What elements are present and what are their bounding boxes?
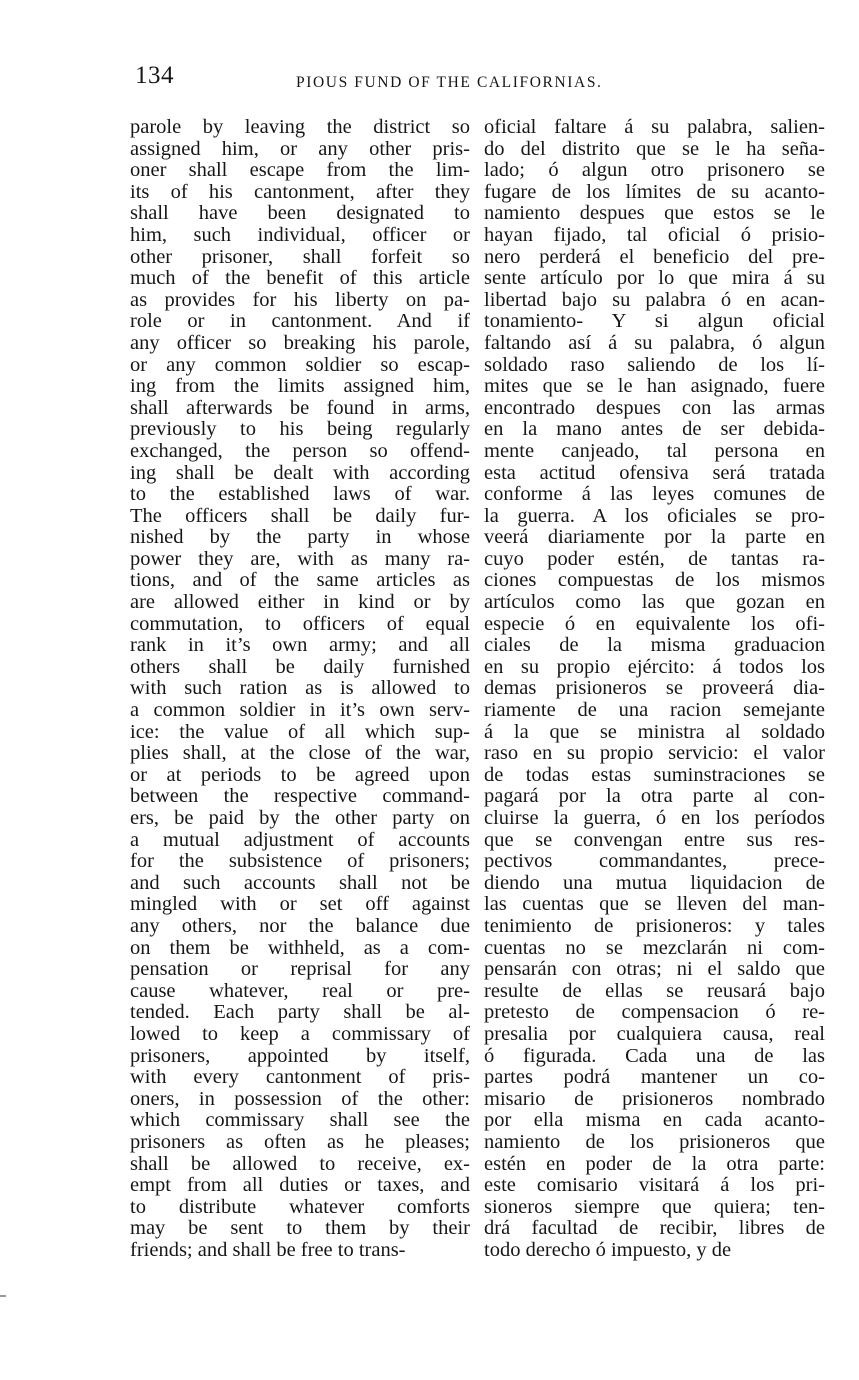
text-line: oners, in possession of the other: [130, 1088, 470, 1110]
text-line: este comisario visitará á los pri- [484, 1175, 825, 1197]
text-line: ing shall be dealt with according [130, 462, 470, 484]
page-header [0, 62, 859, 102]
text-line: drá facultad de recibir, libres de [484, 1218, 825, 1240]
page-number: 134 [135, 62, 174, 89]
text-line: shall be allowed to receive, ex- [130, 1153, 470, 1175]
text-line: him, such individual, officer or [130, 224, 470, 246]
text-line: to the established laws of war. [130, 484, 470, 506]
text-line: oner shall escape from the lim- [130, 160, 470, 182]
text-line: commutation, to officers of equal [130, 613, 470, 635]
text-line: pensarán con otras; ni el saldo que [484, 959, 825, 981]
text-line: nished by the party in whose [130, 527, 470, 549]
text-line: The officers shall be daily fur- [130, 505, 470, 527]
text-line: on them be withheld, as a com- [130, 937, 470, 959]
text-line: artículos como las que gozan en [484, 592, 825, 614]
text-line: estén en poder de la otra parte: [484, 1153, 825, 1175]
text-line: rank in it’s own army; and all [130, 635, 470, 657]
text-line: fugare de los límites de su acanto- [484, 181, 825, 203]
text-line: are allowed either in kind or by [130, 592, 470, 614]
text-line: with such ration as is allowed to [130, 678, 470, 700]
text-line: tended. Each party shall be al- [130, 1002, 470, 1024]
text-line: sioneros siempre que quiera; ten- [484, 1196, 825, 1218]
text-line: libertad bajo su palabra ó en acan- [484, 289, 825, 311]
text-line: which commissary shall see the [130, 1110, 470, 1132]
page-edge-mark [0, 1295, 6, 1297]
text-line: especie ó en equivalente los ofi- [484, 613, 825, 635]
text-line: la guerra. A los oficiales se pro- [484, 505, 825, 527]
spanish-column [484, 117, 825, 1261]
text-line: nero perderá el beneficio del pre- [484, 246, 825, 268]
text-line: demas prisioneros se proveerá dia- [484, 678, 825, 700]
text-line: empt from all duties or taxes, and [130, 1175, 470, 1197]
text-line: shall have been designated to [130, 203, 470, 225]
text-line: hayan fijado, tal oficial ó prisio- [484, 224, 825, 246]
text-line: ice: the value of all which sup- [130, 721, 470, 743]
text-line: or at periods to be agreed upon [130, 764, 470, 786]
text-line: assigned him, or any other pris- [130, 138, 470, 160]
text-line: pectivos commandantes, prece- [484, 851, 825, 873]
text-line: role or in cantonment. And if [130, 311, 470, 333]
text-line: power they are, with as many ra- [130, 548, 470, 570]
text-line: exchanged, the person so offend- [130, 440, 470, 462]
text-line: cuyo poder estén, de tantas ra- [484, 548, 825, 570]
text-line: as provides for his liberty on pa- [130, 289, 470, 311]
text-line: conforme á las leyes comunes de [484, 484, 825, 506]
text-line: las cuentas que se lleven del man- [484, 894, 825, 916]
text-line: for the subsistence of prisoners; [130, 851, 470, 873]
text-line: en su propio ejército: á todos los [484, 656, 825, 678]
text-line: with every cantonment of pris- [130, 1067, 470, 1089]
text-line: mingled with or set off against [130, 894, 470, 916]
text-line: to distribute whatever comforts [130, 1196, 470, 1218]
text-line: prisoners as often as he pleases; [130, 1131, 470, 1153]
text-line: lowed to keep a commissary of [130, 1023, 470, 1045]
text-line: en la mano antes de ser debida- [484, 419, 825, 441]
text-line: may be sent to them by their [130, 1218, 470, 1240]
text-line: plies shall, at the close of the war, [130, 743, 470, 765]
text-line: do del distrito que se le ha seña- [484, 138, 825, 160]
text-line: tions, and of the same articles as [130, 570, 470, 592]
text-line: others shall be daily furnished [130, 656, 470, 678]
text-line: que se convengan entre sus res- [484, 829, 825, 851]
text-line: de todas estas suminstraciones se [484, 764, 825, 786]
text-line: previously to his being regularly [130, 419, 470, 441]
text-line: sente artículo por lo que mira á su [484, 268, 825, 290]
text-line: ing from the limits assigned him, [130, 376, 470, 398]
text-line: parole by leaving the district so [130, 117, 470, 138]
text-line: resulte de ellas se reusará bajo [484, 980, 825, 1002]
text-line: ciales de la misma graduacion [484, 635, 825, 657]
text-line: its of his cantonment, after they [130, 181, 470, 203]
text-line: cause whatever, real or pre- [130, 980, 470, 1002]
text-line: shall afterwards be found in arms, [130, 397, 470, 419]
text-line: misario de prisioneros nombrado [484, 1088, 825, 1110]
text-line: veerá diariamente por la parte en [484, 527, 825, 549]
text-line: pretesto de compensacion ó re- [484, 1002, 825, 1024]
text-line: á la que se ministra al soldado [484, 721, 825, 743]
text-line: tenimiento de prisioneros: y tales [484, 915, 825, 937]
text-line: prisoners, appointed by itself, [130, 1045, 470, 1067]
text-line: tonamiento- Y si algun oficial [484, 311, 825, 333]
text-line: cluirse la guerra, ó en los períodos [484, 808, 825, 829]
text-line: raso en su propio servicio: el valor [484, 743, 825, 765]
text-line: ó figurada. Cada una de las [484, 1045, 825, 1067]
text-line: other prisoner, shall forfeit so [130, 246, 470, 268]
text-line: encontrado despues con las armas [484, 397, 825, 419]
text-line: any others, nor the balance due [130, 915, 470, 937]
text-line: oficial faltare á su palabra, salien- [484, 117, 825, 138]
text-line: between the respective command- [130, 786, 470, 808]
text-line: diendo una mutua liquidacion de [484, 872, 825, 894]
text-line: mente canjeado, tal persona en [484, 440, 825, 462]
running-head: PIOUS FUND OF THE CALIFORNIAS. [296, 74, 603, 91]
text-line: esta actitud ofensiva será tratada [484, 462, 825, 484]
text-line: much of the benefit of this article [130, 268, 470, 290]
text-line: por ella misma en cada acanto- [484, 1110, 825, 1132]
text-line: namiento de los prisioneros que [484, 1131, 825, 1153]
text-line: riamente de una racion semejante [484, 700, 825, 722]
text-line: pensation or reprisal for any [130, 959, 470, 981]
text-line: mites que se le han asignado, fuere [484, 376, 825, 398]
text-line: ers, be paid by the other party on [130, 808, 470, 829]
text-line: lado; ó algun otro prisonero se [484, 160, 825, 182]
text-line: partes podrá mantener un co- [484, 1067, 825, 1089]
text-line: pagará por la otra parte al con- [484, 786, 825, 808]
text-line: todo derecho ó impuesto, y de [484, 1239, 732, 1261]
text-line: and such accounts shall not be [130, 872, 470, 894]
text-line: a mutual adjustment of accounts [130, 829, 470, 851]
text-line: a common soldier in it’s own serv- [130, 700, 470, 722]
text-line: namiento despues que estos se le [484, 203, 825, 225]
text-line: soldado raso saliendo de los lí- [484, 354, 825, 376]
text-line: or any common soldier so escap- [130, 354, 470, 376]
english-column [130, 117, 470, 1261]
text-line: friends; and shall be free to trans- [130, 1239, 406, 1261]
text-line: ciones compuestas de los mismos [484, 570, 825, 592]
text-line: cuentas no se mezclarán ni com- [484, 937, 825, 959]
text-line: presalia por cualquiera causa, real [484, 1023, 825, 1045]
text-line: any officer so breaking his parole, [130, 332, 470, 354]
text-line: faltando así á su palabra, ó algun [484, 332, 825, 354]
